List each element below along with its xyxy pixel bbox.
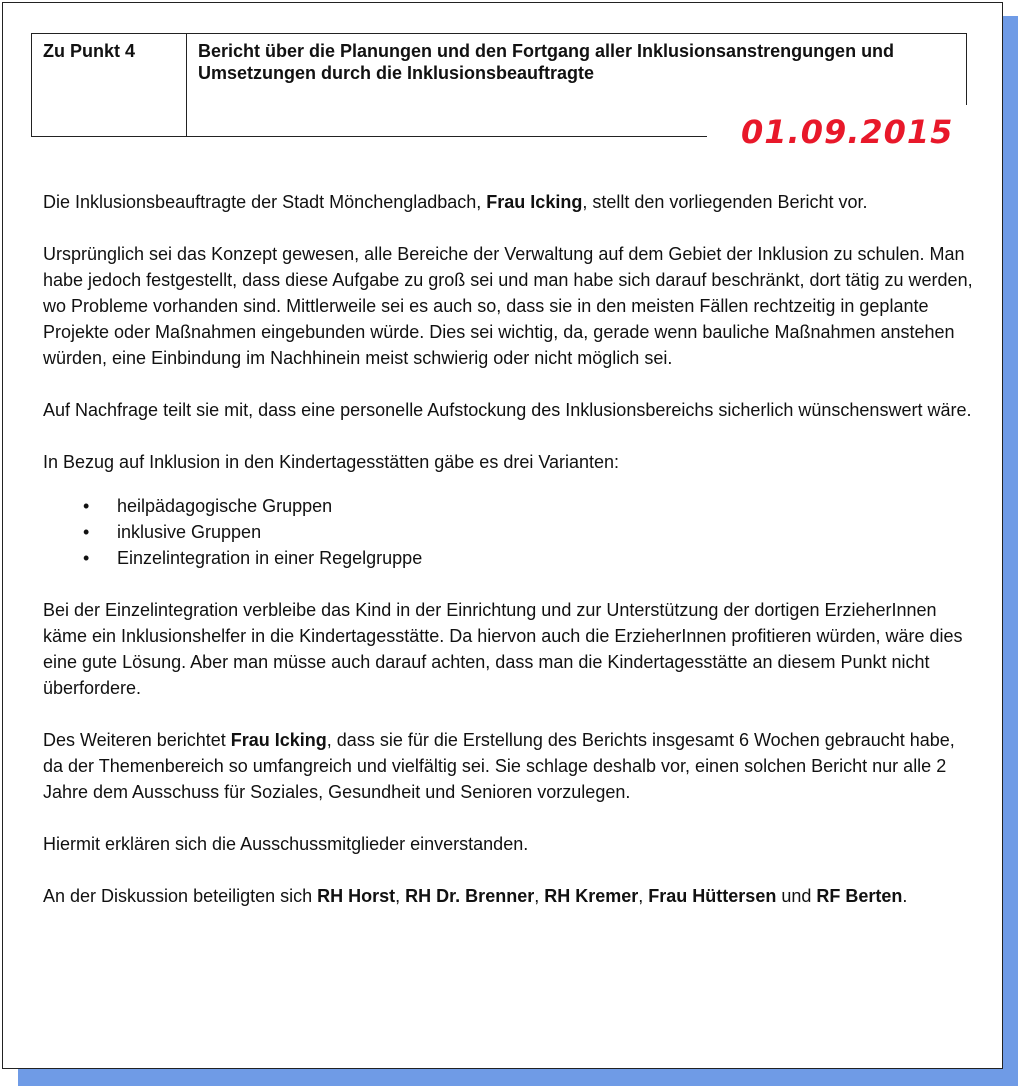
list-item-text: Einzelintegration in einer Regelgruppe xyxy=(117,548,423,568)
document-page xyxy=(2,2,1003,1069)
paragraph-report-effort xyxy=(43,727,973,805)
text-run: Die Inklusionsbeauftragte der Stadt Mönchengladbach, xyxy=(43,192,487,212)
list-item xyxy=(83,493,973,519)
participant-name: RF Berten xyxy=(816,886,903,906)
text-run: und xyxy=(776,886,817,906)
text-run: , stellt den vorliegenden Bericht vor. xyxy=(582,192,868,212)
bullet-icon: • xyxy=(83,522,90,542)
header-border-left xyxy=(31,33,32,137)
text-run: Des Weiteren berichtet xyxy=(43,730,231,750)
paragraph-variants: In Bezug auf Inklusion in den Kindertagesstätten gäbe es drei Varianten: xyxy=(43,452,620,472)
text-run: , xyxy=(638,886,649,906)
participant-name: RH Kremer xyxy=(544,886,639,906)
paragraph-participants xyxy=(43,883,973,909)
bullet-icon: • xyxy=(83,548,90,568)
text-run: . xyxy=(902,886,908,906)
text-run: , dass sie für die Erstellung des Berichts insgesamt 6 Wochen gebraucht habe, da der Themenbereich so umfangreich und vielfältig sei. Sie schlage deshalb vor, einen solchen Bericht nur alle 2 Jahre dem Ausschuss für Soziales, Gesundheit und Senioren vorzulegen. xyxy=(43,730,955,802)
agenda-item-title: Bericht über die Planungen und den Fortgang aller Inklusionsanstrengungen und Umsetzungen durch die Inklusionsbeauftragte xyxy=(198,41,895,83)
text-run: , xyxy=(534,886,545,906)
speaker-name: Frau Icking xyxy=(486,192,583,212)
bullet-icon: • xyxy=(83,496,90,516)
speaker-name: Frau Icking xyxy=(230,730,327,750)
header-border-top xyxy=(31,33,967,34)
header-border-right xyxy=(966,33,967,105)
participant-name: RH Horst xyxy=(317,886,396,906)
list-item-text: inklusive Gruppen xyxy=(117,522,262,542)
participant-name: Frau Hüttersen xyxy=(648,886,777,906)
list-item xyxy=(83,519,973,545)
text-run: An der Diskussion beteiligten sich xyxy=(43,886,318,906)
list-item xyxy=(83,545,973,571)
paragraph-concept: Ursprünglich sei das Konzept gewesen, alle Bereiche der Verwaltung auf dem Gebiet der Inklusion zu schulen. Man habe jedoch festgestellt, dass diese Aufgabe zu groß sei und man habe sich darauf beschränkt, dort tätig zu werden, wo Probleme vorhanden sind. Mittlerweile sei es auch so, dass sie in den meisten Fällen rechtzeitig in geplante Projekte oder Maßnahmen eingebunden würde. Dies sei wichtig, da, gerade wenn bauliche Maßnahmen anstehen würden, eine Einbindung im Nachhinein meist schwierig oder nicht möglich sei. xyxy=(43,244,973,368)
header-border-bottom xyxy=(31,136,707,137)
agenda-item-label: Zu Punkt 4 xyxy=(43,41,136,61)
variants-list xyxy=(43,493,973,571)
participant-name: RH Dr. Brenner xyxy=(405,886,535,906)
list-item-text: heilpädagogische Gruppen xyxy=(117,496,333,516)
paragraph-staffing: Auf Nachfrage teilt sie mit, dass eine personelle Aufstockung des Inklusionsbereichs sicherlich wünschenswert wäre. xyxy=(43,400,972,420)
header-border-middle xyxy=(186,33,187,137)
paragraph-agreement: Hiermit erklären sich die Ausschussmitglieder einverstanden. xyxy=(43,834,529,854)
date-stamp: 01.09.2015 xyxy=(741,113,954,151)
text-run: , xyxy=(395,886,406,906)
paragraph-intro xyxy=(43,189,973,215)
paragraph-integration: Bei der Einzelintegration verbleibe das Kind in der Einrichtung und zur Unterstützung der dortigen ErzieherInnen käme ein Inklusionshelfer in die Kindertagesstätte. Da hiervon auch die ErzieherInnen profitieren würden, wäre dies eine gute Lösung. Aber man müsse auch darauf achten, dass man die Kindertagesstätte an diesem Punkt nicht überfordere. xyxy=(43,600,963,698)
minutes-body xyxy=(43,189,973,935)
